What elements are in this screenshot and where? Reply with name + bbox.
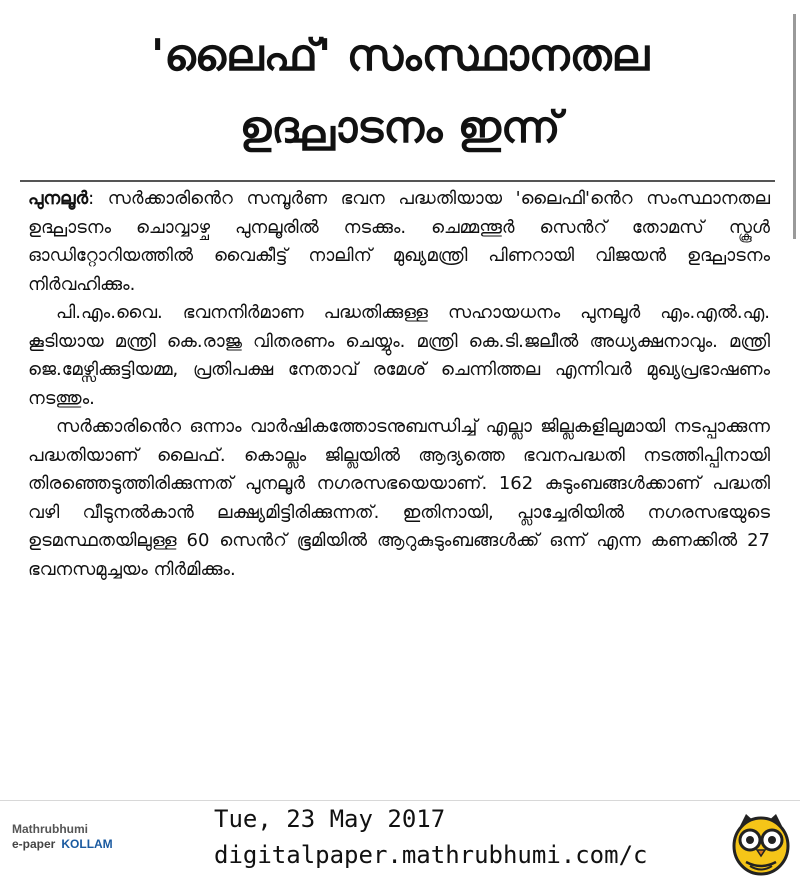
publication-date: Tue, 23 May 2017 (214, 805, 446, 833)
headline-rule (20, 180, 775, 182)
source-url[interactable]: digitalpaper.mathrubhumi.com/c (214, 841, 648, 869)
paragraph-1-text: : സർക്കാരിൻെറ സമ്പൂർണ ഭവന പദ്ധതിയായ 'ലൈഫി'ൻെറ സംസ്ഥാനതല ഉദ്ഘാടനം ചൊവ്വാഴ്ച പുനലൂരിൽ നടക്കും. ചെമ്മന്തൂർ സെൻറ് തോമസ് സ്കൂൾ ഓഡിറ്റോറിയത്തിൽ വൈകീട്ട് നാലിന് മുഖ്യമന്ത്രി പിണറായി വിജയൻ ഉദ്ഘാടനം നിർവഹിക്കും. (28, 188, 770, 295)
mathrubhumi-epaper-logo (12, 822, 202, 866)
epaper-footer (0, 800, 800, 881)
paragraph-3: സർക്കാരിൻെറ ഒന്നാം വാർഷികത്തോടനുബന്ധിച്ച് എല്ലാ ജില്ലകളിലുമായി നടപ്പാക്കുന്ന പദ്ധതിയാണ് ലൈഫ്. കൊല്ലം ജില്ലയിൽ ആദ്യത്തെ ഭവനപദ്ധതി നടത്തിപ്പിനായി തിരഞ്ഞെടുത്തിരിക്കുന്നത് പുനലൂർ നഗരസഭയെയാണ്. 162 കുടുംബങ്ങൾക്കാണ് പദ്ധതി വഴി വീടുനൽകാൻ ലക്ഷ്യമിട്ടിരിക്കുന്നത്. ഇതിനായി, പ്ലാച്ചേരിയിൽ നഗരസഭയുടെ ഉടമസ്ഥതയിലുള്ള 60 സെൻറ് ഭൂമിയിൽ ആറുകുടുംബങ്ങൾക്ക് ഒന്ന് എന്ന കണക്കിൽ 27 ഭവനസമുച്ചയം നിർമിക്കും. (28, 416, 770, 580)
headline-line-2: ഉദ്ഘാടനം ഇന്ന് (239, 102, 561, 153)
article-body (28, 185, 770, 584)
edition-label: KOLLAM (61, 837, 113, 851)
headline-line-1: 'ലൈഫ്' സംസ്ഥാനതല (150, 30, 650, 81)
column-divider (793, 14, 796, 239)
paragraph-2: പി.എം.വൈ. ഭവനനിർമാണ പദ്ധതിക്കുള്ള സഹായധനം പുനലൂർ എം.എൽ.എ. കൂടിയായ മന്ത്രി കെ.രാജു വിതരണം ചെയ്യും. മന്ത്രി കെ.ടി.ജലീൽ അധ്യക്ഷനാവും. മന്ത്രി ജെ.മേഴ്സിക്കുട്ടിയമ്മ, പ്രതിപക്ഷ നേതാവ് രമേശ് ചെന്നിത്തല എന്നിവർ മുഖ്യപ്രഭാഷണം നടത്തും. (28, 302, 770, 409)
brand-product-line (12, 837, 113, 851)
brand-product: e-paper (12, 837, 56, 851)
headline (30, 20, 770, 164)
brand-name: Mathrubhumi (12, 822, 88, 836)
footer-divider (0, 800, 800, 801)
dateline: പുനലൂർ (28, 188, 89, 209)
paragraph-1 (28, 185, 770, 299)
owl-mascot-icon (726, 808, 796, 878)
